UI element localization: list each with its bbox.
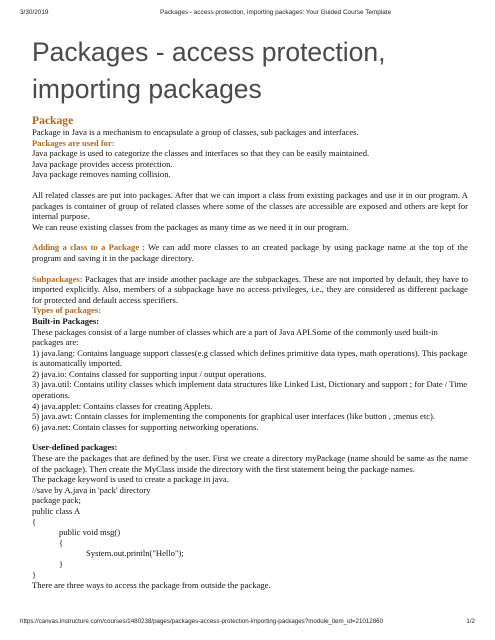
code-line: System.out.println("Hello"); [86, 548, 184, 559]
builtin-item: 3) java.util: Contains utility classes which implement data structures like Linked List, Dictionary and support ; for Date / Time operations. [32, 379, 468, 401]
builtin-item: 4) java.applet: Contains classes for creating Applets. [32, 400, 213, 411]
package-heading: Package [32, 114, 74, 127]
user-defined-paragraph: These are the packages that are defined by the user. First we create a directory myPackage (name should be same as the name of the package). Then create the MyClass inside the directory with the first statement being the package names. [32, 453, 468, 474]
user-defined-heading: User-defined packages: [32, 442, 118, 453]
subpackages-paragraph [32, 274, 468, 306]
builtin-item: 1) java.lang: Contains language support classes(e.g classed which defines primitive data types, math operations). This package is automatically imported. [32, 347, 468, 369]
print-title: Packages - access protection, importing packages: Your Guided Course Template [160, 9, 392, 16]
code-line: public void msg() [59, 527, 121, 538]
package-paragraph: All related classes are put into packages. After that we can import a class from existing packages and use it in our program. A packages is container of group of related classes where some of the classes are accessible are exposed and others are kept for internal purpose. [32, 189, 468, 222]
types-heading: Types of packages: [32, 305, 102, 316]
builtin-item: 6) java.net: Contain classes for supporting networking operations. [32, 421, 259, 432]
builtin-heading: Built-in Packages: [32, 315, 100, 326]
code-line: { [59, 537, 64, 548]
print-date: 3/30/2019 [20, 9, 49, 16]
used-for-item: Java package provides access protection. [32, 158, 173, 169]
adding-class-text: : We can add more classes to an created package by using package name at the top of the program and saving it in the package directory. [32, 242, 468, 263]
used-for-item: Java package removes naming collision. [32, 169, 171, 180]
adding-class-label: Adding a class to a Package [32, 242, 140, 253]
subpackages-label: Subpackages: [32, 273, 83, 284]
builtin-intro: These packages consist of a large number of classes which are a part of Java API.Some of the commonly used built-in packages are: [32, 326, 438, 348]
print-footer [20, 618, 475, 628]
used-for-item: Java package is used to categorize the classes and interfaces so that they can be easily maintained. [32, 148, 370, 159]
print-header [20, 9, 475, 21]
adding-class-paragraph [32, 242, 468, 263]
footer-url: https://canvas.instructure.com/courses/1480238/pages/packages-access-protection-importing-packages?module_item_id=21012860 [20, 618, 384, 625]
page-title: Packages - access protection, importing packages [32, 37, 386, 104]
builtin-item: 5) java.awt: Contain classes for implementing the components for graphical user interfaces (like button , ;menus etc). [32, 411, 436, 422]
code-line: { [32, 516, 37, 527]
package-intro: Package in Java is a mechanism to encapsulate a group of classes, sub packages and interfaces. [32, 127, 359, 137]
subpackages-text: Packages that are inside another package are the subpackages. These are not imported by default, they have to imported explicitly. Also, members of a subpackage have no access privileges, i.e., they are considered as different package for protected and default access specifiers. [32, 273, 468, 305]
user-defined-paragraph: The package keyword is used to create a package in java. [32, 474, 229, 485]
package-paragraph: We can reuse existing classes from the packages as many time as we need it in our program. [32, 221, 349, 232]
user-defined-paragraph: There are three ways to access the package from outside the package. [32, 580, 271, 591]
used-for-heading: Packages are used for: [32, 137, 115, 148]
page-content [32, 110, 468, 591]
code-line: } [32, 569, 37, 580]
code-line: } [59, 558, 64, 569]
code-line: //save by A.java in 'pack' directory [32, 484, 151, 495]
code-line: package pack; [32, 495, 81, 506]
page-number: 1/2 [466, 618, 475, 625]
code-line: public class A [32, 506, 81, 516]
builtin-item: 2) java.io: Contains classed for supporting input / output operations. [32, 368, 267, 379]
